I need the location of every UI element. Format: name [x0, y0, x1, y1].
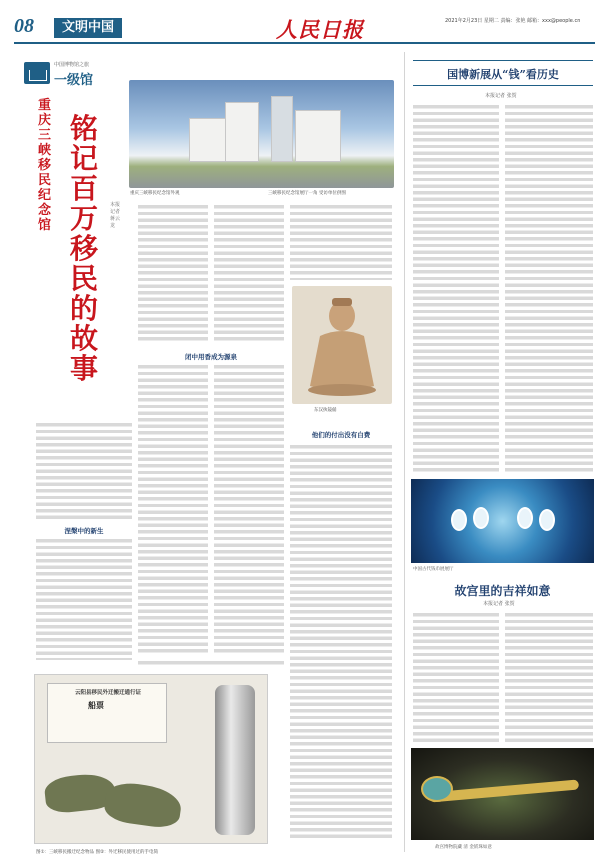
ticket-text: 船票 — [88, 700, 104, 710]
ticket-title: 云阳县移民外迁搬迁通行证 — [74, 690, 141, 696]
photo-caption-right: 三峡移民纪念馆展厅一角 受访单位供图 — [268, 191, 346, 196]
photo-caption-left: 重庆三峡移民纪念馆外观 — [130, 191, 180, 196]
tunnel-caption: 中国古代钱币展展厅 — [413, 567, 454, 572]
feature-article — [14, 52, 398, 855]
body-text-block — [413, 612, 499, 742]
display-case-icon — [539, 509, 555, 531]
body-text-block — [290, 444, 392, 839]
body-text-block — [138, 660, 284, 668]
column-title: 国博新展从“钱”看历史 — [447, 68, 559, 81]
body-text-block — [36, 538, 132, 660]
display-case-icon — [517, 507, 533, 529]
building-block — [295, 110, 341, 162]
ticket — [47, 683, 167, 743]
building-block — [225, 102, 259, 162]
subhead: 闭中用香成为源泉 — [185, 353, 237, 361]
body-text-block — [505, 104, 593, 474]
column-title-box — [413, 60, 593, 86]
logo-title: 一级馆 — [54, 73, 94, 88]
body-text-block — [290, 204, 392, 280]
museum-exterior-photo — [129, 80, 394, 188]
artifact-caption: 图①：三峡移民搬迁纪念物品 图②：外迁移民使用过的手电筒 — [36, 850, 158, 855]
body-text-block — [138, 364, 208, 654]
byline: 本报记者 蒋云龙 — [110, 202, 121, 229]
figurine-photo — [292, 286, 392, 404]
building-block — [271, 96, 293, 162]
page-header — [14, 14, 595, 44]
ruyi-photo — [411, 748, 594, 840]
page-number: 08 — [14, 15, 34, 37]
body-text-block — [138, 204, 208, 344]
exhibition-photo — [411, 479, 594, 563]
header-meta: 2021年2月23日 星期二 责编：张艳 邮箱：xxx@people.cn — [445, 18, 581, 24]
shoe-icon — [103, 780, 184, 830]
figurine-icon — [292, 286, 392, 404]
ruyi-caption: 故宫博物院藏 清 金嵌珠如意 — [435, 845, 492, 850]
museum-logo-icon — [24, 62, 50, 84]
figurine-caption: 东汉执镜俑 — [314, 408, 337, 413]
section-tag: 文明中国 — [54, 18, 122, 38]
subhead: 他们的付出没有白费 — [311, 431, 371, 439]
headline: 铭记百万移民的故事 — [70, 112, 99, 385]
newspaper-masthead: 人民日报 — [276, 17, 364, 42]
body-text-block — [36, 422, 132, 522]
museum-name: 重庆三峡移民纪念馆 — [38, 98, 52, 233]
body-text-block — [413, 104, 499, 474]
logo-subtitle: 中国博物馆之旅 — [54, 62, 90, 68]
artifact-photo — [34, 674, 268, 844]
building-block — [189, 118, 229, 162]
flashlight-icon — [215, 685, 255, 835]
display-case-icon — [473, 507, 489, 529]
second-article-title: 故宫里的吉祥如意 — [454, 584, 551, 598]
column-author: 本报记者 张贺 — [485, 93, 517, 99]
body-text-block — [505, 612, 593, 742]
ruyi-head-icon — [421, 776, 453, 802]
body-text-block — [214, 364, 284, 654]
second-article-author: 本报记者 张贺 — [483, 601, 515, 607]
sidebar-column — [404, 52, 595, 852]
display-case-icon — [451, 509, 467, 531]
body-text-block — [214, 204, 284, 344]
subhead: 涅槃中的新生 — [64, 527, 104, 535]
